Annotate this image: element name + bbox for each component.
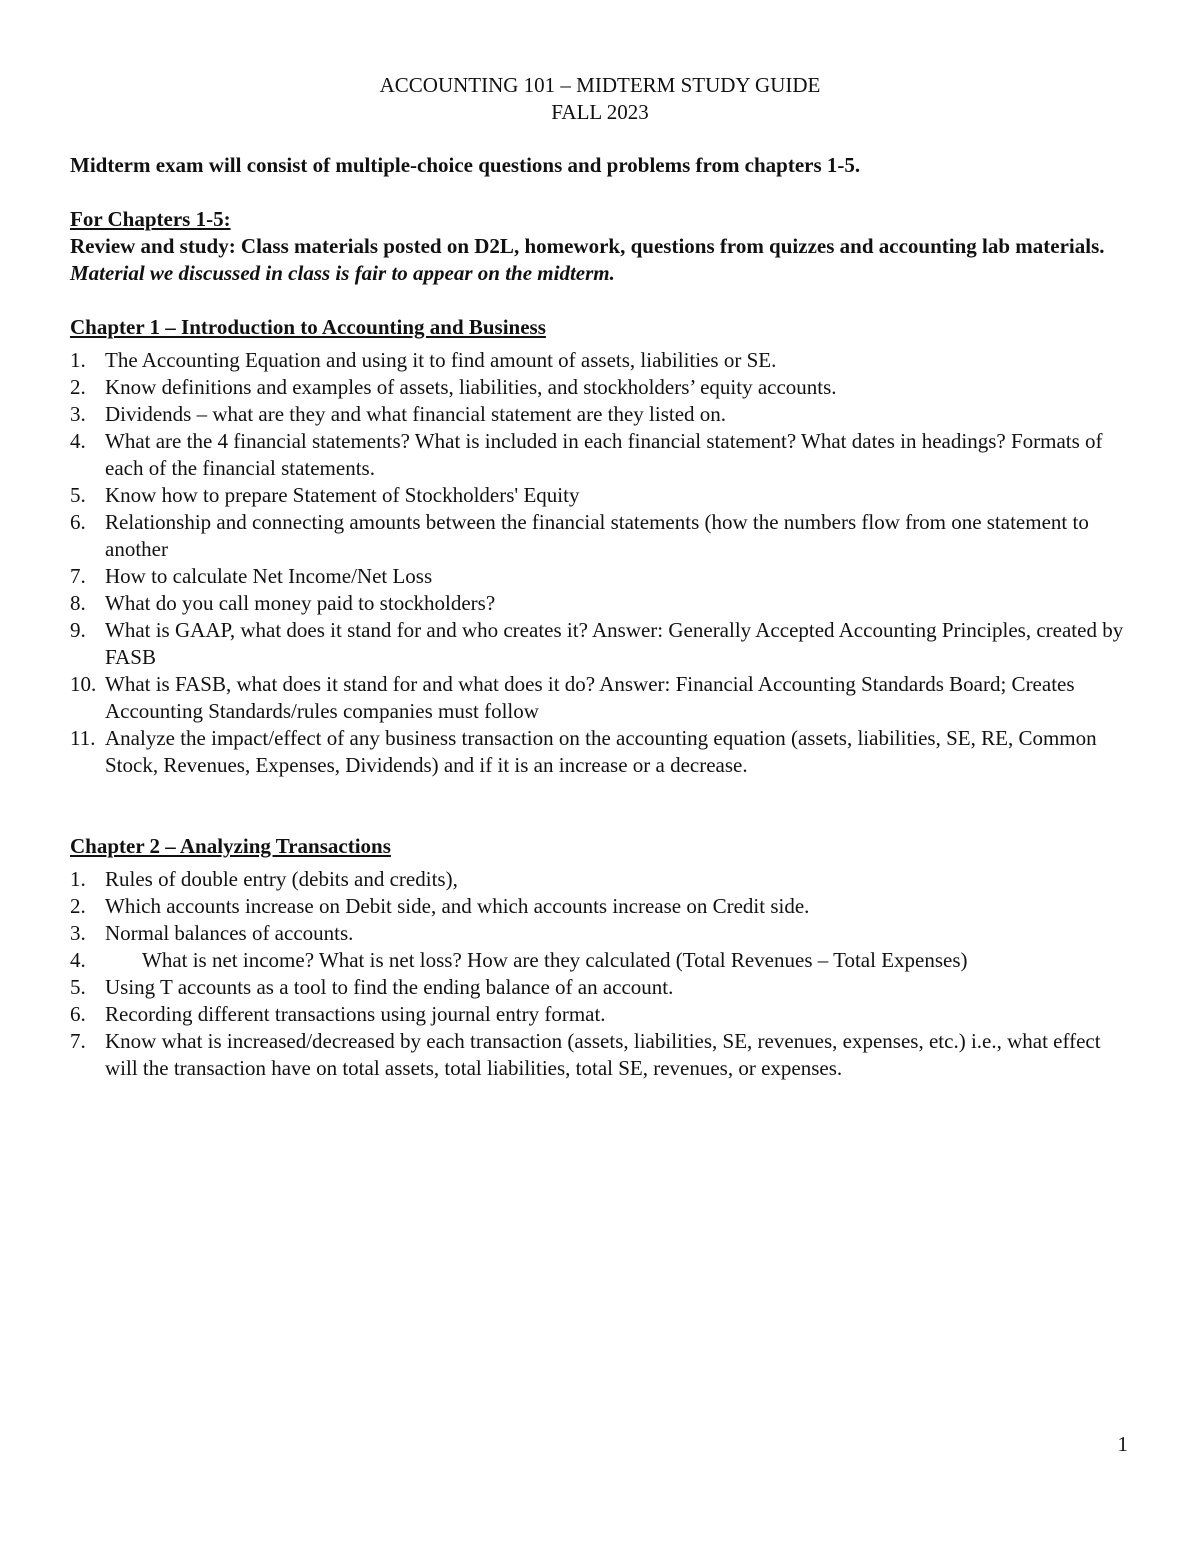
- list-item: 7. How to calculate Net Income/Net Loss: [70, 564, 433, 588]
- page-number: 1: [1117, 1432, 1128, 1456]
- list-item: 9. What is GAAP, what does it stand for and who creates it? Answer: Generally Accepted Accounting Principles, created by FASB: [70, 618, 1124, 669]
- chapter-1-list: [70, 347, 1130, 779]
- list-item: 5. Know how to prepare Statement of Stockholders' Equity: [70, 483, 580, 507]
- list-item: 5. Using T accounts as a tool to find the ending balance of an account.: [70, 975, 674, 999]
- document-page: [70, 72, 1130, 1082]
- chapter-2-heading: Chapter 2 – Analyzing Transactions: [70, 834, 391, 858]
- list-item: 2. Know definitions and examples of assets, liabilities, and stockholders’ equity accounts.: [70, 375, 837, 399]
- list-item: 4. What are the 4 financial statements? What is included in each financial statement? What dates in headings? Formats of each of the financial statements.: [70, 429, 1103, 480]
- list-item: 3. Dividends – what are they and what financial statement are they listed on.: [70, 402, 727, 426]
- list-item: 2. Which accounts increase on Debit side, and which accounts increase on Credit side.: [70, 894, 810, 918]
- title-line-1: ACCOUNTING 101 – MIDTERM STUDY GUIDE: [379, 73, 821, 97]
- review-paragraph: [70, 233, 1130, 287]
- chapter-2-list: [70, 866, 1130, 1082]
- title-line-2: FALL 2023: [551, 100, 649, 124]
- review-emphasis: Material we discussed in class is fair to appear on the midterm.: [70, 261, 615, 285]
- list-item: 10. What is FASB, what does it stand for and what does it do? Answer: Financial Accounting Standards Board; Creates Accounting Standards/rules companies must follow: [70, 672, 1075, 723]
- list-item: 11. Analyze the impact/effect of any business transaction on the accounting equation (assets, liabilities, SE, RE, Common Stock, Revenues, Expenses, Dividends) and if it is an increase or a decrease.: [70, 726, 1097, 777]
- list-item: 1. The Accounting Equation and using it to find amount of assets, liabilities or SE.: [70, 348, 777, 372]
- chapter-1-heading: Chapter 1 – Introduction to Accounting and Business: [70, 315, 546, 339]
- review-text: Review and study: Class materials posted on D2L, homework, questions from quizzes and accounting lab materials.: [70, 234, 1105, 258]
- list-item: 4. What is net income? What is net loss? How are they calculated (Total Revenues – Total Expenses): [70, 948, 968, 972]
- document-title: [70, 72, 1130, 126]
- list-item: 3. Normal balances of accounts.: [70, 921, 354, 945]
- list-item: 8. What do you call money paid to stockholders?: [70, 591, 496, 615]
- list-item: 1. Rules of double entry (debits and credits),: [70, 867, 458, 891]
- list-item: 6. Relationship and connecting amounts between the financial statements (how the numbers flow from one statement to another: [70, 510, 1089, 561]
- list-item: 6. Recording different transactions using journal entry format.: [70, 1002, 606, 1026]
- intro-statement: Midterm exam will consist of multiple-choice questions and problems from chapters 1-5.: [70, 153, 861, 177]
- chapters-label: For Chapters 1-5:: [70, 207, 231, 231]
- list-item: 7. Know what is increased/decreased by each transaction (assets, liabilities, SE, revenues, expenses, etc.) i.e., what effect will the transaction have on total assets, total liabilities, total SE, revenues, or expenses.: [70, 1029, 1101, 1080]
